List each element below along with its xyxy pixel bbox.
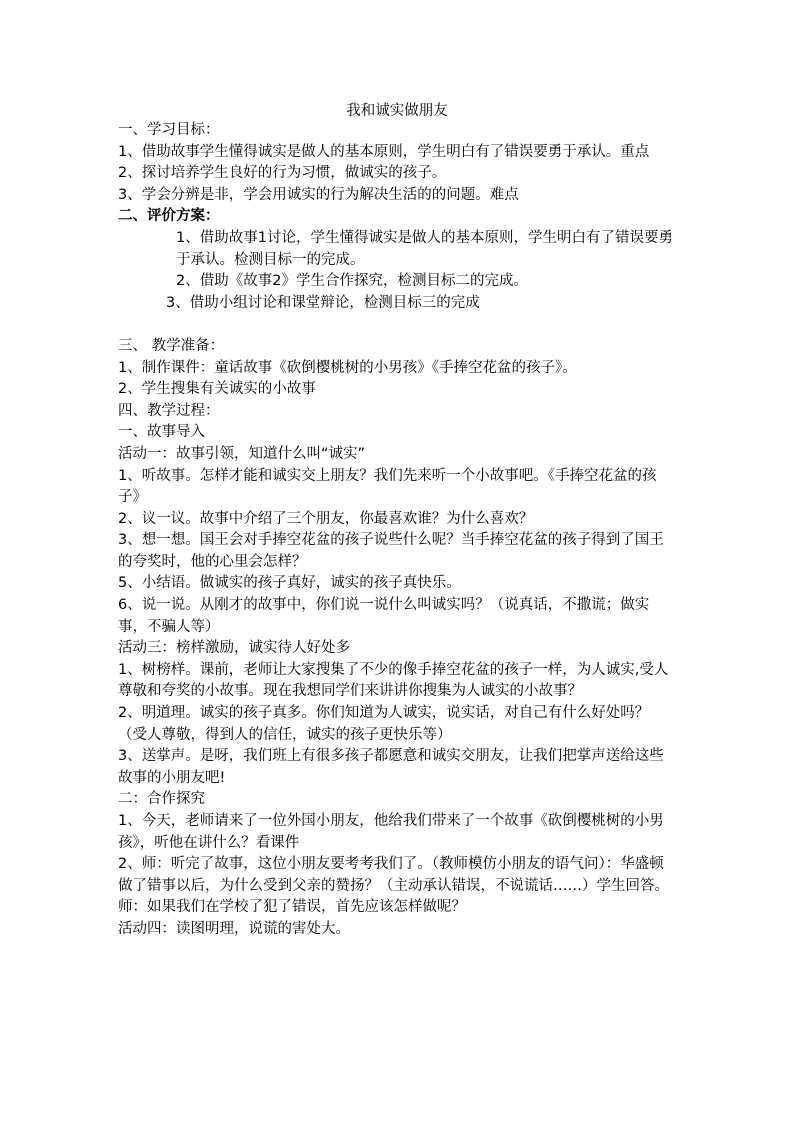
evaluation-item: 3、借助小组讨论和课堂辩论，检测目标三的完成 [166,294,480,311]
objective-item: 1、借助故事学生懂得诚实是做人的基本原则，学生明白有了错误要勇于承认。重点 [118,143,650,160]
process-item: 2、明道理。诚实的孩子真多。你们知道为人诚实，说实话，对自己有什么好处吗？（受人尊敬，得到人的信任，诚实的孩子更快乐等） [118,705,650,743]
section-heading-objectives: 一、学习目标： [118,122,220,138]
activity-heading: 活动一：故事引领，知道什么叫“诚实” [118,445,366,462]
section-heading-preparation: 三、 教学准备： [118,337,225,354]
process-item: 5、小结语。做诚实的孩子真好，诚实的孩子真快乐。 [118,575,461,592]
activity-heading: 活动三：榜样激励，诚实待人好处多 [118,640,350,657]
objective-item: 3、学会分辨是非，学会用诚实的行为解决生活的的问题。难点 [118,186,519,203]
process-item: 1、树榜样。课前，老师让大家搜集了不少的像手捧空花盆的孩子一样，为人诚实,受人尊敬和夸奖的小故事。现在我想同学们来讲讲你搜集为人诚实的小故事？ [118,661,669,700]
section-heading-process: 四、教学过程： [118,402,220,419]
subsection-heading: 二：合作探究 [118,791,205,808]
section-heading-evaluation: 二、评价方案： [118,208,220,225]
evaluation-item: 1、借助故事1讨论，学生懂得诚实是做人的基本原则，学生明白有了错误要勇于承认。检测目标一的完成。 [176,229,673,268]
document-body [118,120,678,941]
activity-heading: 活动四：读图明理，说谎的害处大。 [118,920,350,937]
preparation-item: 1、制作课件：童话故事《砍倒樱桃树的小男孩》《手捧空花盆的孩子》。 [118,359,577,376]
blank-line [118,314,678,336]
process-item: 1、听故事。怎样才能和诚实交上朋友？我们先来听一个小故事吧。《手捧空花盆的孩子》 [118,467,657,506]
process-item: 2、师：听完了故事，这位小朋友要考考我们了。（教师模仿小朋友的语气问）：华盛顿做了错事以后，为什么受到父亲的赞扬？（主动承认错误，不说谎话……）学生回答。师：如果我们在学校了犯了错误，首先应该怎样做呢？ [118,856,669,916]
process-item: 3、送掌声。是呀，我们班上有很多孩子都愿意和诚实交朋友，让我们把掌声送给这些故事的小朋友吧! [118,748,664,786]
document-title: 我和诚实做朋友 [346,103,448,119]
process-item: 2、议一议。故事中介绍了三个朋友，你最喜欢谁？为什么喜欢？ [118,510,534,527]
subsection-heading: 一、故事导入 [118,424,205,441]
preparation-item: 2、学生搜集有关诚实的小故事 [118,381,316,398]
process-item: 1、今天，老师请来了一位外国小朋友，他给我们带来了一个故事《砍倒樱桃树的小男孩》，听他在讲什么？看课件 [118,813,664,851]
objective-item: 2、探讨培养学生良好的行为习惯，做诚实的孩子。 [118,165,447,182]
evaluation-item: 2、借助《故事2》学生合作探究，检测目标二的完成。 [176,273,528,290]
process-item: 6、说一说。从刚才的故事中，你们说一说什么叫诚实吗？（说真话，不撒谎；做实事，不骗人等） [118,597,650,635]
process-item: 3、想一想。国王会对手捧空花盆的孩子说些什么呢？当手捧空花盆的孩子得到了国王的夸奖时，他的心里会怎样？ [118,532,664,570]
